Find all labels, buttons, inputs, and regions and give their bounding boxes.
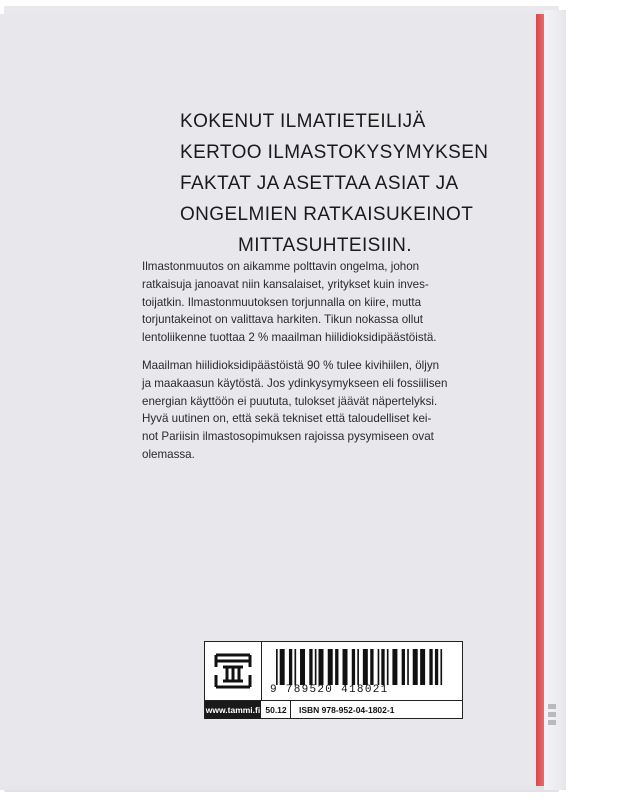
barcode-bar [429, 649, 432, 685]
barcode-bar [363, 649, 368, 685]
headline-line: MITTASUHTEISIIN. [238, 235, 412, 256]
price-code: 50.12 [262, 701, 291, 719]
barcode-bar [289, 649, 292, 685]
blurb-line: energian käyttöön ei puututa, tulokset jäävät näpertelyksi. [142, 394, 438, 408]
blurb-line: lentoliikenne tuottaa 2 % maailman hiilidioksidipäästöistä. [142, 331, 437, 345]
barcode-bar [378, 649, 380, 685]
barcode-bar [392, 649, 397, 685]
blurb-line: ratkaisuja janoavat niin kansalaiset, yritykset kuin inves- [142, 277, 429, 291]
spine-red-edge [536, 14, 544, 786]
barcode-bar [315, 649, 317, 685]
barcode-bar [319, 649, 324, 685]
barcode-bar [309, 649, 312, 685]
spine-print-marks [548, 704, 558, 744]
barcode-bars [276, 649, 446, 685]
barcode-bar [352, 649, 355, 685]
back-cover-headline [180, 106, 489, 261]
blurb-line: Ilmastonmuutos on aikamme polttavin ongelma, johon [142, 260, 420, 273]
publisher-url: www.tammi.fi [205, 701, 261, 719]
blurb-paragraph-1 [142, 258, 472, 347]
barcode-bar [435, 649, 438, 685]
print-mark [548, 720, 556, 725]
blurb-paragraph-2 [142, 357, 472, 464]
barcode-bar [440, 649, 442, 685]
barcode-bar [357, 649, 359, 685]
barcode-block [204, 641, 463, 719]
blurb-line: not Pariisin ilmastosopimuksen rajoissa pysymiseen ovat [142, 430, 434, 444]
blurb-line: Hyvä uutinen on, että sekä tekniset että taloudelliset kei- [142, 412, 432, 426]
barcode-bar [413, 649, 418, 685]
barcode-bar [294, 649, 296, 685]
barcode-bar [335, 649, 338, 685]
barcode-bar [407, 649, 409, 685]
barcode-bar [420, 649, 425, 685]
isbn-number: ISBN 978-952-04-1802-1 [299, 705, 395, 715]
barcode-bar [300, 649, 305, 685]
book-spine-edge [544, 10, 566, 790]
barcode-bar [276, 649, 278, 685]
tammi-logo-icon [205, 642, 262, 700]
print-mark [548, 712, 556, 717]
barcode-bar [370, 649, 373, 685]
barcode-digits: 9 789520 418021 [270, 684, 389, 696]
barcode-bar [402, 649, 405, 685]
headline-line: ONGELMIEN RATKAISUKEINOT [180, 204, 474, 225]
barcode-bar [387, 649, 389, 685]
blurb-line: ja maakaasun käytöstä. Jos ydinkysymykseen eli fossiilisen [142, 376, 448, 390]
blurb-line: olemassa. [142, 447, 195, 461]
headline-line: KERTOO ILMASTOKYSYMYKSEN [180, 142, 489, 163]
barcode-bar [280, 649, 285, 685]
publisher-info-row [205, 700, 462, 719]
blurb-text [142, 258, 472, 474]
barcode-bar [343, 649, 348, 685]
blurb-line: torjuntakeinot on valittava harkiten. Tikun nokassa ollut [142, 313, 423, 327]
isbn-barcode [262, 642, 462, 700]
headline-line: FAKTAT JA ASETTAA ASIAT JA [180, 173, 459, 194]
barcode-bar [381, 649, 384, 685]
headline-line: KOKENUT ILMATIETEILIJÄ [180, 111, 426, 132]
blurb-line: toijatkin. Ilmastonmuutoksen torjunnalla on kiire, mutta [142, 295, 422, 309]
cover-bottom-edge [0, 786, 536, 790]
barcode-bar [328, 649, 333, 685]
print-mark [548, 704, 556, 709]
blurb-line: Maailman hiilidioksidipäästöistä 90 % tulee kivihiilen, öljyn [142, 358, 440, 372]
